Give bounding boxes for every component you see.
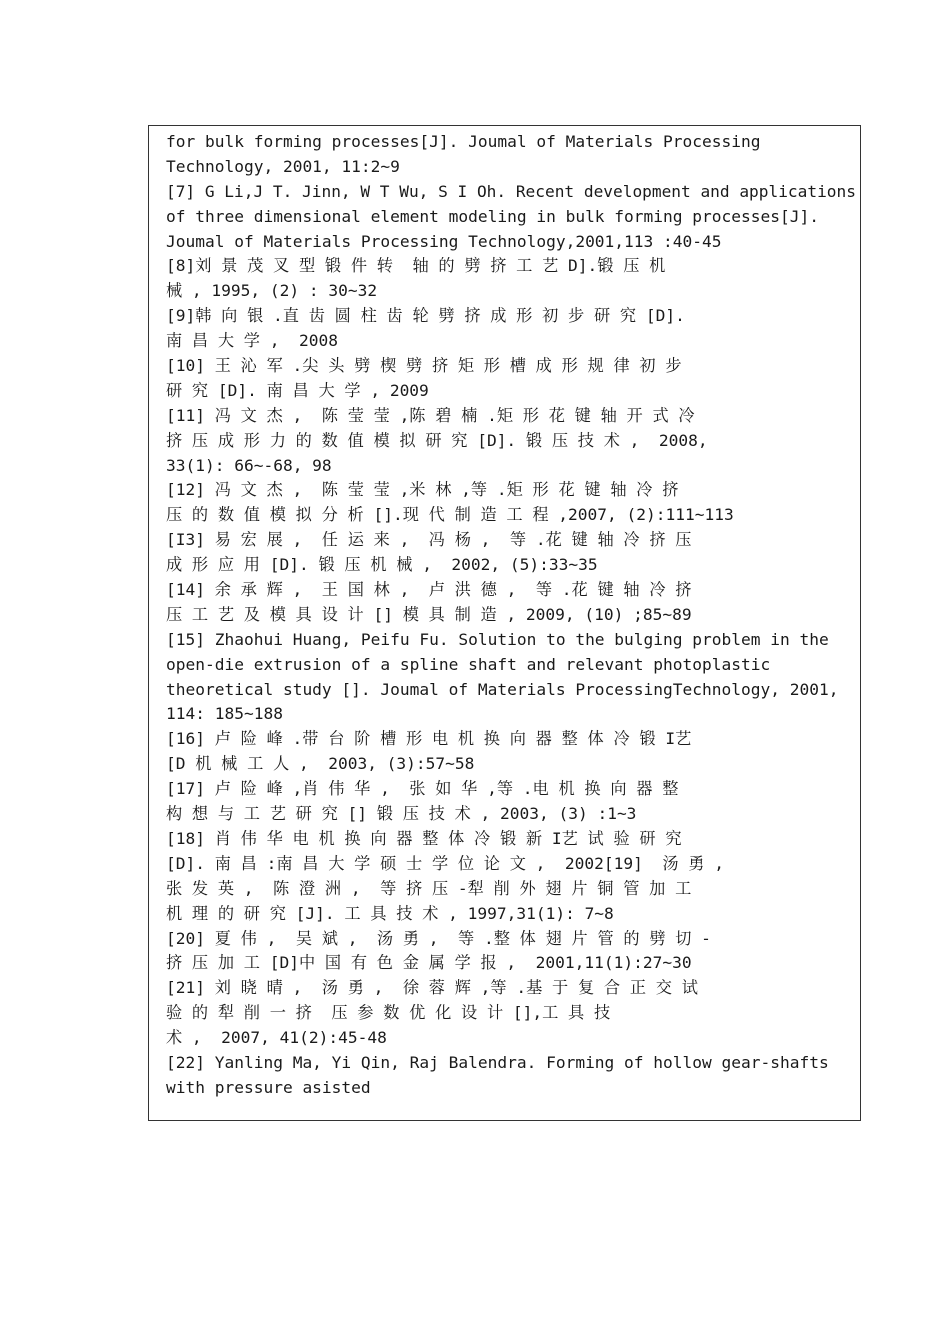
reference-list (166, 130, 856, 1101)
reference-line: 挤 压 加 工 [D]中 国 有 色 金 属 学 报 , 2001,11(1):27~30 (166, 953, 692, 973)
reference-line: [21] 刘 晓 晴 , 汤 勇 , 徐 蓉 辉 ,等 .基 于 复 合 正 交 试 (166, 978, 698, 998)
reference-line: [20] 夏 伟 , 吴 斌 , 汤 勇 , 等 .整 体 翅 片 管 的 劈 切 - (166, 928, 711, 948)
reference-line: 构 想 与 工 艺 研 究 [] 锻 压 技 术 , 2003, (3) :1~3 (166, 804, 637, 824)
reference-line: [8]刘 景 茂 叉 型 锻 件 转 轴 的 劈 挤 工 艺 D].锻 压 机 (166, 256, 666, 276)
reference-line: 114: 185~188 (166, 704, 283, 724)
reference-line: [15] Zhaohui Huang, Peifu Fu. Solution to the bulging problem in the (166, 629, 829, 649)
reference-line: [I3] 易 宏 展 , 任 运 来 , 冯 杨 , 等 .花 键 轴 冷 挤 压 (166, 530, 692, 550)
reference-line: 南 昌 大 学 , 2008 (166, 331, 338, 351)
reference-line: Joumal of Materials Processing Technology,2001,113 :40-45 (166, 231, 722, 251)
reference-line: [12] 冯 文 杰 , 陈 莹 莹 ,米 林 ,等 .矩 形 花 键 轴 冷 挤 (166, 480, 679, 500)
reference-line: [14] 余 承 辉 , 王 国 林 , 卢 洪 德 , 等 .花 键 轴 冷 挤 (166, 580, 692, 600)
reference-line: of three dimensional element modeling in bulk forming processes[J]. (166, 206, 819, 226)
reference-line: for bulk forming processes[J]. Joumal of Materials Processing (166, 132, 761, 151)
reference-line: theoretical study []. Joumal of Materials ProcessingTechnology, 2001, (166, 679, 839, 699)
references-box (148, 125, 861, 1121)
reference-line: 压 的 数 值 模 拟 分 析 [].现 代 制 造 工 程 ,2007, (2):111~113 (166, 505, 734, 525)
reference-line: [22] Yanling Ma, Yi Qin, Raj Balendra. Forming of hollow gear-shafts (166, 1052, 829, 1072)
reference-line: [D 机 械 工 人 , 2003, (3):57~58 (166, 754, 475, 774)
reference-line: 挤 压 成 形 力 的 数 值 模 拟 研 究 [D]. 锻 压 技 术 , 2008, (166, 430, 708, 450)
reference-line: open-die extrusion of a spline shaft and relevant photoplastic (166, 654, 771, 674)
reference-line: Technology, 2001, 11:2~9 (166, 156, 400, 176)
reference-line: 研 究 [D]. 南 昌 大 学 , 2009 (166, 380, 429, 400)
reference-line: [7] G Li,J T. Jinn, W T Wu, S I Oh. Recent development and applications (166, 181, 856, 201)
reference-line: with pressure asisted (166, 1077, 371, 1097)
reference-line: [D]. 南 昌 :南 昌 大 学 硕 士 学 位 论 文 , 2002[19] 汤 勇 , (166, 853, 724, 873)
reference-line: [17] 卢 险 峰 ,肖 伟 华 , 张 如 华 ,等 .电 机 换 向 器 整 (166, 779, 679, 799)
reference-line: 机 理 的 研 究 [J]. 工 具 技 术 , 1997,31(1): 7~8 (166, 903, 614, 923)
reference-line: [16] 卢 险 峰 .带 台 阶 槽 形 电 机 换 向 器 整 体 冷 锻 I艺 (166, 729, 692, 749)
reference-line: 成 形 应 用 [D]. 锻 压 机 械 , 2002, (5):33~35 (166, 555, 598, 575)
reference-line: [11] 冯 文 杰 , 陈 莹 莹 ,陈 碧 楠 .矩 形 花 键 轴 开 式 冷 (166, 405, 695, 425)
reference-line: [10] 王 沁 军 .尖 头 劈 楔 劈 挤 矩 形 槽 成 形 规 律 初 步 (166, 356, 682, 376)
reference-line: [9]韩 向 银 .直 齿 圆 柱 齿 轮 劈 挤 成 形 初 步 研 究 [D]. (166, 306, 685, 326)
reference-line: [18] 肖 伟 华 电 机 换 向 器 整 体 冷 锻 新 I艺 试 验 研 究 (166, 828, 682, 848)
reference-line: 压 工 艺 及 模 具 设 计 [] 模 具 制 造 , 2009, (10) ;85~89 (166, 604, 692, 624)
reference-line: 33(1): 66~-68, 98 (166, 455, 332, 475)
reference-line: 验 的 犁 削 一 挤 压 参 数 优 化 设 计 [],工 具 技 (166, 1003, 611, 1023)
reference-line: 械 , 1995, (2) : 30~32 (166, 281, 378, 301)
reference-line: 张 发 英 , 陈 澄 洲 , 等 挤 压 -犁 削 外 翅 片 铜 管 加 工 (166, 878, 692, 898)
reference-line: 术 , 2007, 41(2):45-48 (166, 1028, 387, 1048)
